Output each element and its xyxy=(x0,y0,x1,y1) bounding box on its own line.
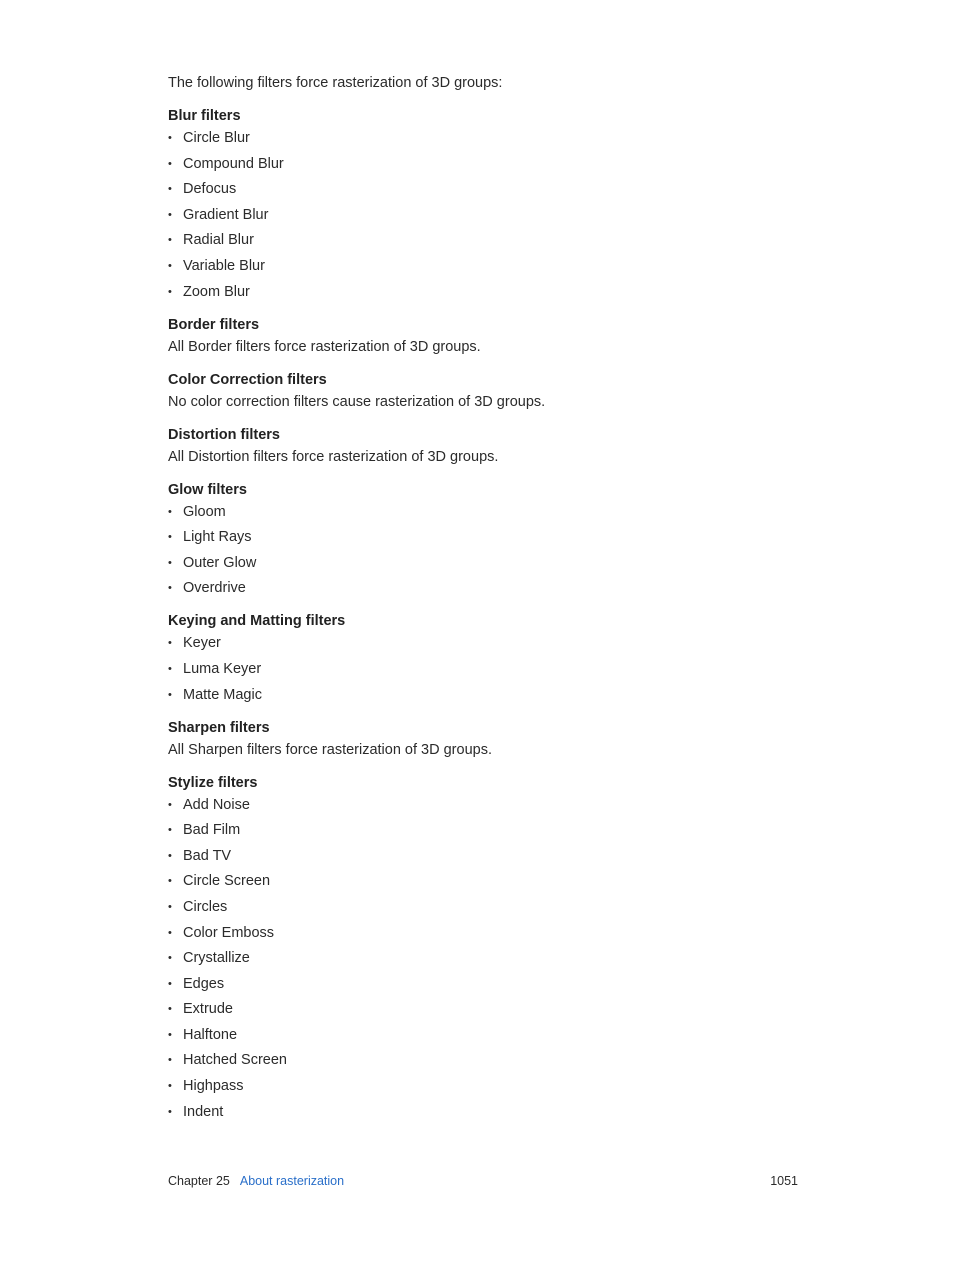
list-item xyxy=(168,1076,808,1096)
section-border-filters xyxy=(168,315,808,357)
bullet-icon: • xyxy=(168,1105,172,1118)
section-heading: Keying and Matting filters xyxy=(168,613,346,630)
list-item xyxy=(168,179,808,199)
bullet-icon: • xyxy=(168,259,172,272)
list-item-label: Outer Glow xyxy=(183,554,257,571)
list-item xyxy=(168,795,808,815)
section-heading: Sharpen filters xyxy=(168,719,270,736)
section-heading: Blur filters xyxy=(168,108,241,124)
bullet-icon: • xyxy=(168,183,172,196)
list-item-label: Hatched Screen xyxy=(183,1052,287,1069)
bullet-icon: • xyxy=(168,285,172,298)
list-item xyxy=(168,230,808,250)
bullet-icon: • xyxy=(168,798,172,811)
list-item xyxy=(168,205,808,225)
list-item-label: Add Noise xyxy=(183,796,250,813)
page-footer xyxy=(168,1172,798,1190)
list-item-label: Indent xyxy=(183,1103,224,1120)
list-item xyxy=(168,948,808,968)
bullet-icon: • xyxy=(168,132,172,144)
bullet-icon: • xyxy=(168,1028,172,1041)
bullet-list xyxy=(168,502,808,599)
list-item xyxy=(168,256,808,276)
bullet-icon: • xyxy=(168,208,172,221)
list-item-label: Matte Magic xyxy=(183,686,262,703)
list-item xyxy=(168,659,808,679)
list-item xyxy=(168,999,808,1019)
list-item xyxy=(168,820,808,840)
intro-text: The following filters force rasterization of 3D groups: xyxy=(168,75,503,91)
list-item xyxy=(168,282,808,302)
bullet-icon: • xyxy=(168,1003,172,1016)
bullet-icon: • xyxy=(168,977,172,990)
section-distortion-filters xyxy=(168,425,808,467)
list-item xyxy=(168,846,808,866)
section-heading: Color Correction filters xyxy=(168,371,327,388)
bullet-icon: • xyxy=(168,926,172,939)
list-item xyxy=(168,154,808,174)
section-heading: Border filters xyxy=(168,316,260,333)
section-description: All Distortion filters force rasterization of 3D groups. xyxy=(168,448,499,465)
list-item-label: Keyer xyxy=(183,635,221,652)
section-description: All Border filters force rasterization of 3D groups. xyxy=(168,338,481,355)
bullet-icon: • xyxy=(168,637,172,650)
bullet-icon: • xyxy=(168,1054,172,1067)
list-item xyxy=(168,1050,808,1070)
list-item xyxy=(168,974,808,994)
section-glow-filters xyxy=(168,480,808,599)
bullet-icon: • xyxy=(168,1080,172,1093)
list-item xyxy=(168,633,808,653)
list-item xyxy=(168,1025,808,1045)
bullet-list xyxy=(168,795,808,1122)
list-item xyxy=(168,578,808,598)
section-keying-matting-filters xyxy=(168,611,808,704)
bullet-icon: • xyxy=(168,662,172,675)
list-item-label: Color Emboss xyxy=(183,924,275,941)
bullet-list xyxy=(168,128,808,302)
list-item-label: Extrude xyxy=(183,1001,233,1018)
list-item-label: Luma Keyer xyxy=(183,660,262,677)
list-item-label: Defocus xyxy=(183,181,237,198)
bullet-list xyxy=(168,633,808,704)
chapter-title-link[interactable]: About rasterization xyxy=(239,1174,345,1188)
list-item-label: Gradient Blur xyxy=(183,206,269,223)
list-item xyxy=(168,1102,808,1122)
bullet-icon: • xyxy=(168,952,172,965)
list-item-label: Crystallize xyxy=(183,950,250,967)
list-item-label: Circles xyxy=(183,898,228,915)
section-heading: Stylize filters xyxy=(168,774,258,791)
list-item-label: Halftone xyxy=(183,1026,238,1043)
list-item xyxy=(168,897,808,917)
list-item-label: Compound Blur xyxy=(183,155,284,172)
list-item-label: Radial Blur xyxy=(183,232,254,249)
section-stylize-filters xyxy=(168,773,808,1122)
bullet-icon: • xyxy=(168,505,172,518)
list-item-label: Light Rays xyxy=(183,529,252,546)
list-item-label: Zoom Blur xyxy=(183,283,250,300)
bullet-icon: • xyxy=(168,849,172,862)
list-item xyxy=(168,502,808,522)
list-item xyxy=(168,923,808,943)
list-item-label: Edges xyxy=(183,975,225,992)
list-item-label: Highpass xyxy=(183,1078,244,1095)
bullet-icon: • xyxy=(168,875,172,888)
list-item-label: Circle Blur xyxy=(183,130,250,146)
list-item xyxy=(168,685,808,705)
bullet-icon: • xyxy=(168,531,172,544)
list-item-label: Circle Screen xyxy=(183,873,271,890)
list-item xyxy=(168,553,808,573)
list-item-label: Variable Blur xyxy=(183,257,265,274)
list-item xyxy=(168,527,808,547)
bullet-icon: • xyxy=(168,688,172,701)
bullet-icon: • xyxy=(168,582,172,595)
section-sharpen-filters xyxy=(168,718,808,760)
page-number: 1051 xyxy=(770,1174,798,1188)
bullet-icon: • xyxy=(168,556,172,569)
bullet-icon: • xyxy=(168,234,172,247)
list-item xyxy=(168,128,808,148)
section-color-correction-filters xyxy=(168,370,808,412)
list-item-label: Overdrive xyxy=(183,580,246,597)
section-description: No color correction filters cause rasterization of 3D groups. xyxy=(168,393,546,410)
page-content xyxy=(168,73,808,1135)
list-item-label: Bad TV xyxy=(183,847,232,864)
bullet-icon: • xyxy=(168,824,172,837)
list-item xyxy=(168,871,808,891)
section-description: All Sharpen filters force rasterization of 3D groups. xyxy=(168,741,492,758)
list-item-label: Gloom xyxy=(183,503,226,520)
list-item-label: Bad Film xyxy=(183,822,241,839)
section-heading: Distortion filters xyxy=(168,426,280,443)
bullet-icon: • xyxy=(168,900,172,913)
bullet-icon: • xyxy=(168,157,172,170)
section-blur-filters xyxy=(168,106,808,302)
section-heading: Glow filters xyxy=(168,481,247,498)
chapter-label: Chapter 25 xyxy=(168,1174,230,1188)
